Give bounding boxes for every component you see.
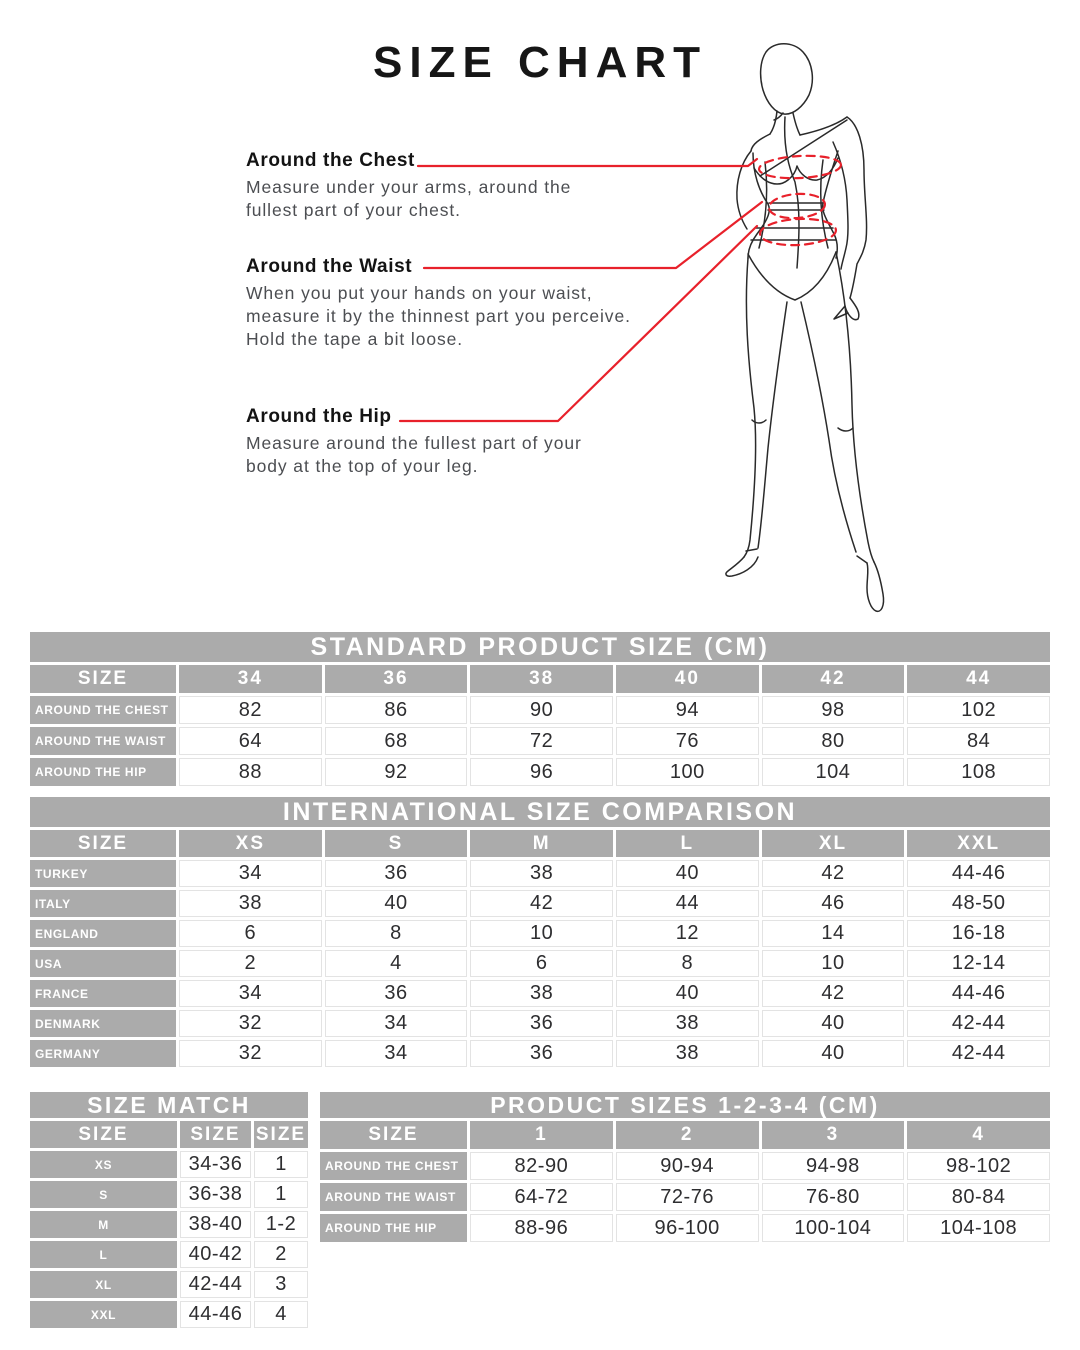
chest-guide-heading: Around the Chest [246, 150, 415, 171]
value-cell: 6 [470, 950, 613, 977]
size-match-table-title: SIZE MATCH [30, 1092, 308, 1118]
value-cell: 36 [470, 1010, 613, 1037]
column-header-cell: L [616, 830, 759, 857]
row-label-cell: FRANCE [30, 980, 176, 1007]
value-cell: 92 [325, 758, 468, 786]
waist-guide-heading: Around the Waist [246, 256, 413, 277]
hip-guide-block [246, 406, 618, 478]
value-cell: 88-96 [470, 1214, 613, 1242]
value-cell: 6 [179, 920, 322, 947]
column-header-cell: 4 [907, 1121, 1050, 1149]
row-label-cell: XXL [30, 1301, 177, 1328]
value-cell: 34 [325, 1010, 468, 1037]
column-header-cell: XXL [907, 830, 1050, 857]
value-cell: 36 [325, 980, 468, 1007]
value-cell: 76 [616, 727, 759, 755]
value-cell: 38-40 [180, 1211, 251, 1238]
row-label-cell: AROUND THE HIP [320, 1214, 467, 1242]
value-cell: 46 [762, 890, 905, 917]
value-cell: 82-90 [470, 1152, 613, 1180]
value-cell: 34-36 [180, 1151, 251, 1178]
row-label-cell: DENMARK [30, 1010, 176, 1037]
value-cell: 76-80 [762, 1183, 905, 1211]
value-cell: 1 [254, 1151, 308, 1178]
column-header-cell: XS [179, 830, 322, 857]
value-cell: 40-42 [180, 1241, 251, 1268]
row-label-cell: TURKEY [30, 860, 176, 887]
row-label-cell: ENGLAND [30, 920, 176, 947]
value-cell: 88 [179, 758, 322, 786]
standard-size-table [30, 665, 1050, 786]
column-header-cell: 3 [762, 1121, 905, 1149]
value-cell: 12-14 [907, 950, 1050, 977]
waist-guide-block [246, 256, 644, 351]
value-cell: 64 [179, 727, 322, 755]
value-cell: 80 [762, 727, 905, 755]
value-cell: 32 [179, 1040, 322, 1067]
value-cell: 86 [325, 696, 468, 724]
value-cell: 102 [907, 696, 1050, 724]
value-cell: 4 [254, 1301, 308, 1328]
value-cell: 90 [470, 696, 613, 724]
value-cell: 44-46 [180, 1301, 251, 1328]
column-header-cell: 42 [762, 665, 905, 693]
value-cell: 90-94 [616, 1152, 759, 1180]
column-header-cell: 38 [470, 665, 613, 693]
value-cell: 80-84 [907, 1183, 1050, 1211]
value-cell: 100-104 [762, 1214, 905, 1242]
value-cell: 38 [616, 1040, 759, 1067]
value-cell: 40 [616, 860, 759, 887]
column-header-cell: XL [762, 830, 905, 857]
row-label-cell: AROUND THE CHEST [30, 696, 176, 724]
value-cell: 14 [762, 920, 905, 947]
value-cell: 2 [254, 1241, 308, 1268]
column-header-cell: 34 [179, 665, 322, 693]
value-cell: 94-98 [762, 1152, 905, 1180]
value-cell: 42-44 [907, 1040, 1050, 1067]
value-cell: 96-100 [616, 1214, 759, 1242]
value-cell: 40 [616, 980, 759, 1007]
value-cell: 100 [616, 758, 759, 786]
value-cell: 2 [179, 950, 322, 977]
column-header-cell: 1 [470, 1121, 613, 1149]
value-cell: 82 [179, 696, 322, 724]
product-sizes-table-title: PRODUCT SIZES 1-2-3-4 (CM) [320, 1092, 1050, 1118]
corner-header-cell: SIZE [30, 665, 176, 693]
value-cell: 38 [470, 980, 613, 1007]
value-cell: 32 [179, 1010, 322, 1037]
row-label-cell: USA [30, 950, 176, 977]
value-cell: 8 [616, 950, 759, 977]
value-cell: 34 [325, 1040, 468, 1067]
value-cell: 42-44 [180, 1271, 251, 1298]
hip-guide-heading: Around the Hip [246, 406, 392, 427]
value-cell: 34 [179, 980, 322, 1007]
value-cell: 10 [470, 920, 613, 947]
row-label-cell: XL [30, 1271, 177, 1298]
value-cell: 48-50 [907, 890, 1050, 917]
column-header-cell: S [325, 830, 468, 857]
size-match-table [30, 1121, 308, 1328]
chest-measure-ellipse [758, 154, 841, 180]
value-cell: 10 [762, 950, 905, 977]
value-cell: 104-108 [907, 1214, 1050, 1242]
value-cell: 68 [325, 727, 468, 755]
column-header-cell: 44 [907, 665, 1050, 693]
value-cell: 84 [907, 727, 1050, 755]
chest-guide-block [246, 150, 608, 222]
column-header-cell: 40 [616, 665, 759, 693]
value-cell: 44-46 [907, 860, 1050, 887]
value-cell: 98 [762, 696, 905, 724]
row-label-cell: GERMANY [30, 1040, 176, 1067]
value-cell: 34 [179, 860, 322, 887]
row-label-cell: S [30, 1181, 177, 1208]
international-size-table [30, 830, 1050, 1067]
value-cell: 96 [470, 758, 613, 786]
value-cell: 42 [762, 980, 905, 1007]
value-cell: 72 [470, 727, 613, 755]
column-header-cell: M [470, 830, 613, 857]
value-cell: 38 [616, 1010, 759, 1037]
value-cell: 40 [325, 890, 468, 917]
row-label-cell: L [30, 1241, 177, 1268]
column-header-cell: 36 [325, 665, 468, 693]
row-label-cell: M [30, 1211, 177, 1238]
row-label-cell: ITALY [30, 890, 176, 917]
row-label-cell: AROUND THE CHEST [320, 1152, 467, 1180]
row-label-cell: AROUND THE HIP [30, 758, 176, 786]
value-cell: 40 [762, 1010, 905, 1037]
chest-guide-body: Measure under your arms, around the fullest part of your chest. [246, 177, 572, 220]
page-title: SIZE CHART [373, 38, 707, 87]
value-cell: 12 [616, 920, 759, 947]
value-cell: 104 [762, 758, 905, 786]
value-cell: 3 [254, 1271, 308, 1298]
value-cell: 42-44 [907, 1010, 1050, 1037]
column-header-cell: SIZE [180, 1121, 251, 1148]
corner-header-cell: SIZE [30, 1121, 177, 1148]
value-cell: 1-2 [254, 1211, 308, 1238]
value-cell: 64-72 [470, 1183, 613, 1211]
value-cell: 98-102 [907, 1152, 1050, 1180]
international-size-table-title: INTERNATIONAL SIZE COMPARISON [30, 797, 1050, 827]
column-header-cell: 2 [616, 1121, 759, 1149]
row-label-cell: AROUND THE WAIST [320, 1183, 467, 1211]
value-cell: 16-18 [907, 920, 1050, 947]
value-cell: 44-46 [907, 980, 1050, 1007]
value-cell: 38 [470, 860, 613, 887]
value-cell: 44 [616, 890, 759, 917]
value-cell: 8 [325, 920, 468, 947]
value-cell: 72-76 [616, 1183, 759, 1211]
product-sizes-table [320, 1121, 1050, 1242]
value-cell: 4 [325, 950, 468, 977]
value-cell: 38 [179, 890, 322, 917]
value-cell: 36 [470, 1040, 613, 1067]
row-label-cell: AROUND THE WAIST [30, 727, 176, 755]
value-cell: 42 [762, 860, 905, 887]
croquis-line-drawing [726, 44, 884, 612]
waist-guide-body: When you put your hands on your waist, measure it by the thinnest part you perceive. Hold the tape a bit loose. [246, 283, 631, 349]
corner-header-cell: SIZE [30, 830, 176, 857]
corner-header-cell: SIZE [320, 1121, 467, 1149]
column-header-cell: SIZE [254, 1121, 308, 1148]
value-cell: 1 [254, 1181, 308, 1208]
value-cell: 36 [325, 860, 468, 887]
value-cell: 36-38 [180, 1181, 251, 1208]
hip-guide-body: Measure around the fullest part of your body at the top of your leg. [246, 433, 582, 476]
row-label-cell: XS [30, 1151, 177, 1178]
value-cell: 40 [762, 1040, 905, 1067]
value-cell: 94 [616, 696, 759, 724]
value-cell: 108 [907, 758, 1050, 786]
standard-size-table-title: STANDARD PRODUCT SIZE (CM) [30, 632, 1050, 662]
value-cell: 42 [470, 890, 613, 917]
